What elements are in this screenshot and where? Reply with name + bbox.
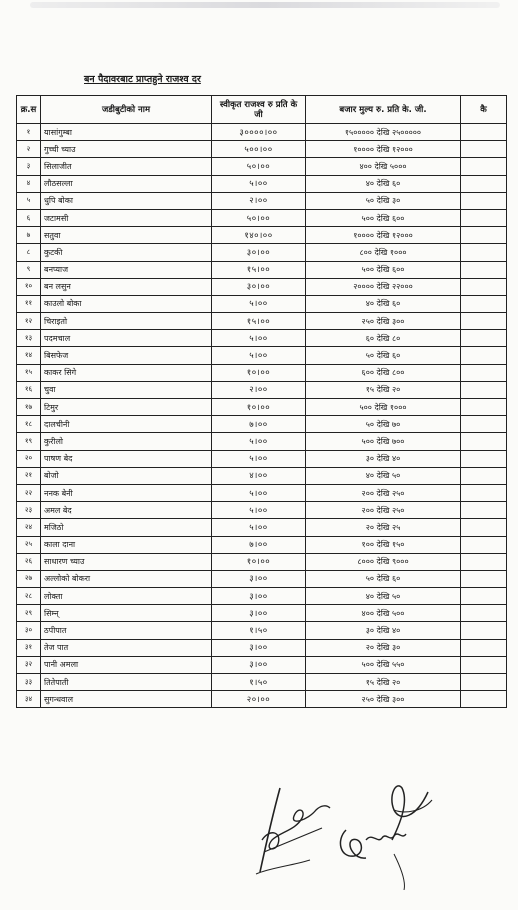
row-herb-name: ननक बेनी xyxy=(41,484,212,501)
row-remarks xyxy=(461,209,507,226)
row-approved-rate: १०।०० xyxy=(212,364,306,381)
row-herb-name: कुटकी xyxy=(41,244,212,261)
row-serial-number: २६ xyxy=(17,553,41,570)
row-approved-rate: ५।०० xyxy=(212,519,306,536)
table-row xyxy=(17,278,507,295)
row-approved-rate: ३००००।०० xyxy=(212,124,306,141)
row-market-price: १०००० देखि १२००० xyxy=(306,227,461,244)
row-herb-name: ठपीपात xyxy=(41,622,212,639)
table-body xyxy=(17,124,507,708)
table-row xyxy=(17,553,507,570)
row-approved-rate: १०।०० xyxy=(212,399,306,416)
table-row xyxy=(17,192,507,209)
row-market-price: ५०० देखि ६०० xyxy=(306,261,461,278)
row-herb-name: यासांगुम्बा xyxy=(41,124,212,141)
row-market-price: १५००००० देखि २५००००० xyxy=(306,124,461,141)
row-remarks xyxy=(461,639,507,656)
table-row xyxy=(17,674,507,691)
row-remarks xyxy=(461,313,507,330)
row-market-price: ४० देखि ६० xyxy=(306,295,461,312)
table-row xyxy=(17,639,507,656)
row-herb-name: चिराइतो xyxy=(41,313,212,330)
row-remarks xyxy=(461,192,507,209)
row-market-price: १०००० देखि १२००० xyxy=(306,141,461,158)
row-market-price: ५०० देखि ५५० xyxy=(306,656,461,673)
row-approved-rate: ३०।०० xyxy=(212,244,306,261)
row-market-price: २०००० देखि २२००० xyxy=(306,278,461,295)
row-market-price: ५० देखि ७० xyxy=(306,416,461,433)
row-serial-number: ११ xyxy=(17,295,41,312)
row-remarks xyxy=(461,141,507,158)
row-market-price: ४०० देखि ५००० xyxy=(306,158,461,175)
row-market-price: ६०० देखि ८०० xyxy=(306,364,461,381)
row-remarks xyxy=(461,278,507,295)
top-scan-smudge xyxy=(30,2,500,8)
row-serial-number: १८ xyxy=(17,416,41,433)
table-row xyxy=(17,484,507,501)
row-herb-name: धुपि बोका xyxy=(41,192,212,209)
row-remarks xyxy=(461,158,507,175)
table-row xyxy=(17,433,507,450)
row-approved-rate: ३।०० xyxy=(212,588,306,605)
row-market-price: ५०० देखि ६०० xyxy=(306,209,461,226)
row-approved-rate: ३।०० xyxy=(212,656,306,673)
row-approved-rate: ३।०० xyxy=(212,570,306,587)
row-herb-name: टिमुर xyxy=(41,399,212,416)
row-remarks xyxy=(461,570,507,587)
table-row xyxy=(17,570,507,587)
signature-right xyxy=(332,770,442,890)
row-serial-number: ३१ xyxy=(17,639,41,656)
row-herb-name: लौठसल्ला xyxy=(41,175,212,192)
row-serial-number: २० xyxy=(17,450,41,467)
table-row xyxy=(17,691,507,708)
row-approved-rate: ३।०० xyxy=(212,605,306,622)
row-approved-rate: १।५० xyxy=(212,622,306,639)
row-herb-name: तेज पात xyxy=(41,639,212,656)
row-herb-name: लोक्ता xyxy=(41,588,212,605)
table-row xyxy=(17,605,507,622)
row-approved-rate: ५।०० xyxy=(212,330,306,347)
row-approved-rate: ५।०० xyxy=(212,175,306,192)
revenue-rate-table xyxy=(16,95,507,708)
table-row xyxy=(17,399,507,416)
row-serial-number: २८ xyxy=(17,588,41,605)
row-herb-name: साधारण च्याउ xyxy=(41,553,212,570)
row-remarks xyxy=(461,381,507,398)
row-remarks xyxy=(461,605,507,622)
row-market-price: १५ देखि २० xyxy=(306,381,461,398)
document-title: बन पैदावरबाट प्राप्तहुने राजश्व दर xyxy=(84,74,201,85)
row-herb-name: काउलो बोका xyxy=(41,295,212,312)
row-market-price: २०० देखि २५० xyxy=(306,484,461,501)
row-remarks xyxy=(461,674,507,691)
row-serial-number: २२ xyxy=(17,484,41,501)
row-herb-name: कुरीलो xyxy=(41,433,212,450)
row-serial-number: १३ xyxy=(17,330,41,347)
row-herb-name: जटामसी xyxy=(41,209,212,226)
row-market-price: २५० देखि ३०० xyxy=(306,691,461,708)
row-herb-name: अमल बेद xyxy=(41,502,212,519)
row-remarks xyxy=(461,347,507,364)
row-approved-rate: ७।०० xyxy=(212,536,306,553)
row-market-price: २० देखि ३० xyxy=(306,639,461,656)
row-remarks xyxy=(461,399,507,416)
row-approved-rate: ५।०० xyxy=(212,450,306,467)
row-approved-rate: ४।०० xyxy=(212,467,306,484)
row-herb-name: पाषण बेद xyxy=(41,450,212,467)
table-row xyxy=(17,227,507,244)
table-row xyxy=(17,209,507,226)
row-remarks xyxy=(461,450,507,467)
row-serial-number: ३ xyxy=(17,158,41,175)
row-serial-number: २५ xyxy=(17,536,41,553)
row-serial-number: ३० xyxy=(17,622,41,639)
row-approved-rate: २।०० xyxy=(212,192,306,209)
table-row xyxy=(17,244,507,261)
row-serial-number: १९ xyxy=(17,433,41,450)
table-row xyxy=(17,588,507,605)
row-remarks xyxy=(461,622,507,639)
header-herb-name: जडीबुटीको नाम xyxy=(41,96,212,124)
row-remarks xyxy=(461,433,507,450)
row-herb-name: सिम्न् xyxy=(41,605,212,622)
row-remarks xyxy=(461,261,507,278)
row-herb-name: पानी अमला xyxy=(41,656,212,673)
row-market-price: ५०० देखि ७०० xyxy=(306,433,461,450)
row-serial-number: २७ xyxy=(17,570,41,587)
table-row xyxy=(17,313,507,330)
row-approved-rate: २०।०० xyxy=(212,691,306,708)
row-serial-number: ९ xyxy=(17,261,41,278)
row-approved-rate: ५।०० xyxy=(212,347,306,364)
row-market-price: ५० देखि ३० xyxy=(306,192,461,209)
row-remarks xyxy=(461,416,507,433)
row-herb-name: बोजो xyxy=(41,467,212,484)
table-row xyxy=(17,416,507,433)
row-serial-number: ३४ xyxy=(17,691,41,708)
row-market-price: ५० देखि ६० xyxy=(306,347,461,364)
row-serial-number: ३३ xyxy=(17,674,41,691)
row-remarks xyxy=(461,536,507,553)
row-market-price: १५ देखि २० xyxy=(306,674,461,691)
row-remarks xyxy=(461,227,507,244)
row-remarks xyxy=(461,656,507,673)
row-serial-number: ५ xyxy=(17,192,41,209)
row-approved-rate: ५।०० xyxy=(212,433,306,450)
table-row xyxy=(17,330,507,347)
table-row xyxy=(17,141,507,158)
row-remarks xyxy=(461,519,507,536)
row-serial-number: ४ xyxy=(17,175,41,192)
header-approved-rate: स्वीकृत राजश्व रु प्रति के जी xyxy=(212,96,306,124)
row-herb-name: सतुवा xyxy=(41,227,212,244)
row-remarks xyxy=(461,330,507,347)
row-herb-name: बनप्याज xyxy=(41,261,212,278)
table-row xyxy=(17,347,507,364)
row-herb-name: सिलाजीत xyxy=(41,158,212,175)
row-market-price: २०० देखि २५० xyxy=(306,502,461,519)
row-serial-number: १० xyxy=(17,278,41,295)
header-serial-number: क्र.स xyxy=(17,96,41,124)
signature-left xyxy=(250,780,340,880)
row-serial-number: ३२ xyxy=(17,656,41,673)
row-market-price: ८०० देखि १००० xyxy=(306,244,461,261)
row-approved-rate: ५००।०० xyxy=(212,141,306,158)
row-approved-rate: ५।०० xyxy=(212,295,306,312)
row-approved-rate: ५।०० xyxy=(212,484,306,501)
row-market-price: ३० देखि ४० xyxy=(306,450,461,467)
row-market-price: ३० देखि ४० xyxy=(306,622,461,639)
header-remarks: कै xyxy=(461,96,507,124)
table-row xyxy=(17,502,507,519)
row-remarks xyxy=(461,691,507,708)
row-market-price: ८००० देखि ९००० xyxy=(306,553,461,570)
row-market-price: १०० देखि १५० xyxy=(306,536,461,553)
table-row xyxy=(17,536,507,553)
row-market-price: ५०० देखि १००० xyxy=(306,399,461,416)
row-remarks xyxy=(461,484,507,501)
table-row xyxy=(17,295,507,312)
row-serial-number: १ xyxy=(17,124,41,141)
row-remarks xyxy=(461,175,507,192)
row-herb-name: चुवा xyxy=(41,381,212,398)
header-market-price: बजार मुल्य रु. प्रति के. जी. xyxy=(306,96,461,124)
row-herb-name: काला दाना xyxy=(41,536,212,553)
row-market-price: २५० देखि ३०० xyxy=(306,313,461,330)
table-row xyxy=(17,124,507,141)
table-row xyxy=(17,450,507,467)
row-approved-rate: ५।०० xyxy=(212,502,306,519)
table-row xyxy=(17,158,507,175)
row-market-price: ४० देखि ६० xyxy=(306,175,461,192)
row-market-price: ६० देखि ८० xyxy=(306,330,461,347)
row-remarks xyxy=(461,467,507,484)
row-remarks xyxy=(461,364,507,381)
row-remarks xyxy=(461,244,507,261)
row-serial-number: २ xyxy=(17,141,41,158)
row-serial-number: १६ xyxy=(17,381,41,398)
row-herb-name: सुगन्धवाल xyxy=(41,691,212,708)
row-serial-number: २१ xyxy=(17,467,41,484)
row-market-price: ४०० देखि ५०० xyxy=(306,605,461,622)
row-serial-number: ७ xyxy=(17,227,41,244)
row-serial-number: १४ xyxy=(17,347,41,364)
row-market-price: ४० देखि ५० xyxy=(306,467,461,484)
table-row xyxy=(17,364,507,381)
row-serial-number: ६ xyxy=(17,209,41,226)
row-approved-rate: ७।०० xyxy=(212,416,306,433)
row-herb-name: मजिठो xyxy=(41,519,212,536)
table-row xyxy=(17,656,507,673)
row-approved-rate: ३०।०० xyxy=(212,278,306,295)
row-approved-rate: ५०।०० xyxy=(212,209,306,226)
row-herb-name: बन लसुन xyxy=(41,278,212,295)
table-row xyxy=(17,261,507,278)
row-approved-rate: १४०।०० xyxy=(212,227,306,244)
table-row xyxy=(17,381,507,398)
row-remarks xyxy=(461,553,507,570)
row-herb-name: पदमचाल xyxy=(41,330,212,347)
row-approved-rate: ५०।०० xyxy=(212,158,306,175)
table-row xyxy=(17,467,507,484)
row-serial-number: ८ xyxy=(17,244,41,261)
table-row xyxy=(17,622,507,639)
row-market-price: ५० देखि ६० xyxy=(306,570,461,587)
row-remarks xyxy=(461,502,507,519)
row-herb-name: काकर सिगे xyxy=(41,364,212,381)
table-row xyxy=(17,519,507,536)
row-serial-number: १५ xyxy=(17,364,41,381)
row-serial-number: १२ xyxy=(17,313,41,330)
row-serial-number: २९ xyxy=(17,605,41,622)
row-market-price: २० देखि २५ xyxy=(306,519,461,536)
row-serial-number: २३ xyxy=(17,502,41,519)
row-market-price: ४० देखि ५० xyxy=(306,588,461,605)
row-approved-rate: १५।०० xyxy=(212,261,306,278)
row-approved-rate: २।०० xyxy=(212,381,306,398)
row-approved-rate: ३।०० xyxy=(212,639,306,656)
row-remarks xyxy=(461,124,507,141)
row-herb-name: दालचीनी xyxy=(41,416,212,433)
row-herb-name: बिसफेज xyxy=(41,347,212,364)
row-remarks xyxy=(461,295,507,312)
table-row xyxy=(17,175,507,192)
row-herb-name: गुच्ची च्याउ xyxy=(41,141,212,158)
row-approved-rate: १०।०० xyxy=(212,553,306,570)
row-herb-name: अल्लोको बोकरा xyxy=(41,570,212,587)
row-herb-name: तितेपाती xyxy=(41,674,212,691)
row-remarks xyxy=(461,588,507,605)
row-serial-number: २४ xyxy=(17,519,41,536)
row-approved-rate: १५।०० xyxy=(212,313,306,330)
row-serial-number: १७ xyxy=(17,399,41,416)
row-approved-rate: १।५० xyxy=(212,674,306,691)
table-header-row xyxy=(17,96,507,124)
